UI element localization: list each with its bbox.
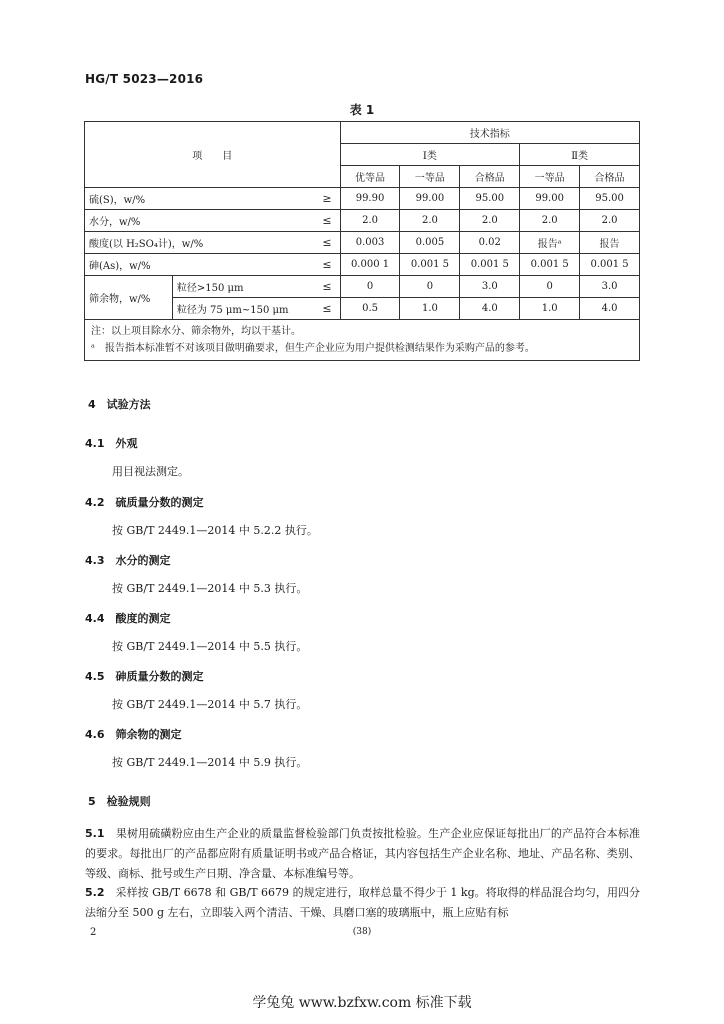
table-cell: 0.5	[340, 298, 400, 320]
clause-number: 4.3	[85, 554, 105, 567]
table-cell: 0	[400, 276, 460, 298]
row-label: 筛余物，w/%	[85, 276, 173, 320]
table-cell: 2.0	[580, 210, 640, 232]
grade-header: 一等品	[400, 166, 460, 188]
document-header: HG/T 5023—2016	[85, 72, 204, 86]
sub-row-label: 粒径为 75 μm~150 μm	[172, 298, 306, 320]
paragraph-text: 采样按 GB/T 6678 和 GB/T 6679 的规定进行，取样总量不得少于 1 kg。将取得的样品混合均匀，用四分法缩分至 500 g 左右，立即装入两个清洁、干燥、具磨口塞的玻璃瓶中，瓶上应贴有标	[85, 886, 640, 919]
grade-header: 合格品	[580, 166, 640, 188]
table-cell: 3.0	[460, 276, 520, 298]
table-cell: 0.000 1	[340, 254, 400, 276]
table-cell: 0.001 5	[580, 254, 640, 276]
clause-text: 用目视法测定。	[112, 465, 189, 478]
table-row	[85, 232, 640, 254]
table-cell: 1.0	[520, 298, 580, 320]
class-2-header: Ⅱ类	[520, 144, 640, 166]
grade-header: 一等品	[520, 166, 580, 188]
table-cell: 报告ᵃ	[520, 232, 580, 254]
clause-text: 按 GB/T 2449.1—2014 中 5.2.2 执行。	[112, 524, 318, 537]
table-cell: 99.00	[400, 188, 460, 210]
clause-heading	[85, 610, 171, 626]
clause-number: 5.1	[85, 827, 105, 840]
clause-heading	[85, 494, 204, 510]
table-note: 注：以上项目除水分、筛余物外，均以干基计。	[91, 326, 301, 337]
clause-heading	[85, 726, 182, 742]
table-cell: 0.02	[460, 232, 520, 254]
table-cell: 报告	[580, 232, 640, 254]
table-cell: 4.0	[580, 298, 640, 320]
clause-number: 4.5	[85, 670, 105, 683]
clause-number: 4.4	[85, 612, 105, 625]
section-4-heading: 4 试验方法	[88, 398, 151, 411]
class-1-header: Ⅰ类	[340, 144, 520, 166]
clause-title: 酸度的测定	[115, 612, 171, 625]
comparison-symbol: ≤	[306, 232, 340, 254]
section-5-heading: 5 检验规则	[88, 795, 151, 808]
row-label: 水分，w/%	[85, 210, 307, 232]
table-cell: 2.0	[340, 210, 400, 232]
clause-text: 按 GB/T 2449.1—2014 中 5.7 执行。	[112, 698, 308, 711]
clause-title: 硫质量分数的测定	[115, 496, 204, 509]
clause-number: 4.2	[85, 496, 105, 509]
comparison-symbol: ≥	[306, 188, 340, 210]
table-cell: 3.0	[580, 276, 640, 298]
paragraph-text: 果树用硫磺粉应由生产企业的质量监督检验部门负责按批检验。生产企业应保证每批出厂的产品符合本标准的要求。每批出厂的产品都应附有质量证明书或产品合格证，其内容包括生产企业名称、地址、产品名称、类别、等级、商标、批号或生产日期、净含量、本标准编号等。	[85, 827, 640, 880]
clause-title: 砷质量分数的测定	[115, 670, 204, 683]
page-number: 2	[90, 927, 97, 938]
table-cell: 0.001 5	[520, 254, 580, 276]
table-notes	[85, 320, 640, 361]
row-label: 砷(As)，w/%	[85, 254, 307, 276]
row-label: 硫(S)，w/%	[85, 188, 307, 210]
table-cell: 2.0	[460, 210, 520, 232]
table-cell: 0.001 5	[460, 254, 520, 276]
clause-heading	[85, 668, 204, 684]
clause-number: 5.2	[85, 886, 105, 899]
table-caption: 表 1	[349, 103, 375, 117]
clause-title: 筛余物的测定	[115, 728, 182, 741]
item-header: 项 目	[85, 122, 341, 188]
comparison-symbol: ≤	[306, 298, 340, 320]
table-cell: 0	[340, 276, 400, 298]
clause-title: 外观	[115, 437, 138, 450]
comparison-symbol: ≤	[306, 210, 340, 232]
paragraph-5-1	[85, 824, 640, 884]
table-cell: 99.00	[520, 188, 580, 210]
table-cell: 2.0	[400, 210, 460, 232]
comparison-symbol: ≤	[306, 254, 340, 276]
table-cell: 1.0	[400, 298, 460, 320]
paragraph-5-2	[85, 883, 640, 923]
table-row	[85, 188, 640, 210]
table-footnote: ᵃ 报告指本标准暂不对该项目做明确要求，但生产企业应为用户提供检测结果作为采购产品的参考。	[91, 343, 535, 354]
table-cell: 0.003	[340, 232, 400, 254]
clause-heading	[85, 435, 138, 451]
clause-number: 4.1	[85, 437, 105, 450]
clause-text: 按 GB/T 2449.1—2014 中 5.9 执行。	[112, 756, 308, 769]
table-cell: 99.90	[340, 188, 400, 210]
table-cell: 0.005	[400, 232, 460, 254]
table-cell: 95.00	[460, 188, 520, 210]
table-row	[85, 210, 640, 232]
grade-header: 优等品	[340, 166, 400, 188]
page-center-mark: (38)	[352, 927, 372, 937]
table-cell: 95.00	[580, 188, 640, 210]
clause-number: 4.6	[85, 728, 105, 741]
spec-table	[84, 121, 640, 361]
clause-title: 水分的测定	[115, 554, 171, 567]
table-cell: 0.001 5	[400, 254, 460, 276]
table-row	[85, 254, 640, 276]
comparison-symbol: ≤	[306, 276, 340, 298]
sub-row-label: 粒径>150 μm	[172, 276, 306, 298]
row-label: 酸度(以 H₂SO₄计)，w/%	[85, 232, 307, 254]
table-cell: 0	[520, 276, 580, 298]
table-cell: 4.0	[460, 298, 520, 320]
clause-text: 按 GB/T 2449.1—2014 中 5.5 执行。	[112, 640, 308, 653]
grade-header: 合格品	[460, 166, 520, 188]
watermark-text: 学兔兔 www.bzfxw.com 标准下载	[252, 995, 472, 1011]
table-cell: 2.0	[520, 210, 580, 232]
clause-text: 按 GB/T 2449.1—2014 中 5.3 执行。	[112, 582, 308, 595]
clause-heading	[85, 552, 171, 568]
tech-header: 技术指标	[340, 122, 639, 144]
table-row	[85, 276, 640, 298]
